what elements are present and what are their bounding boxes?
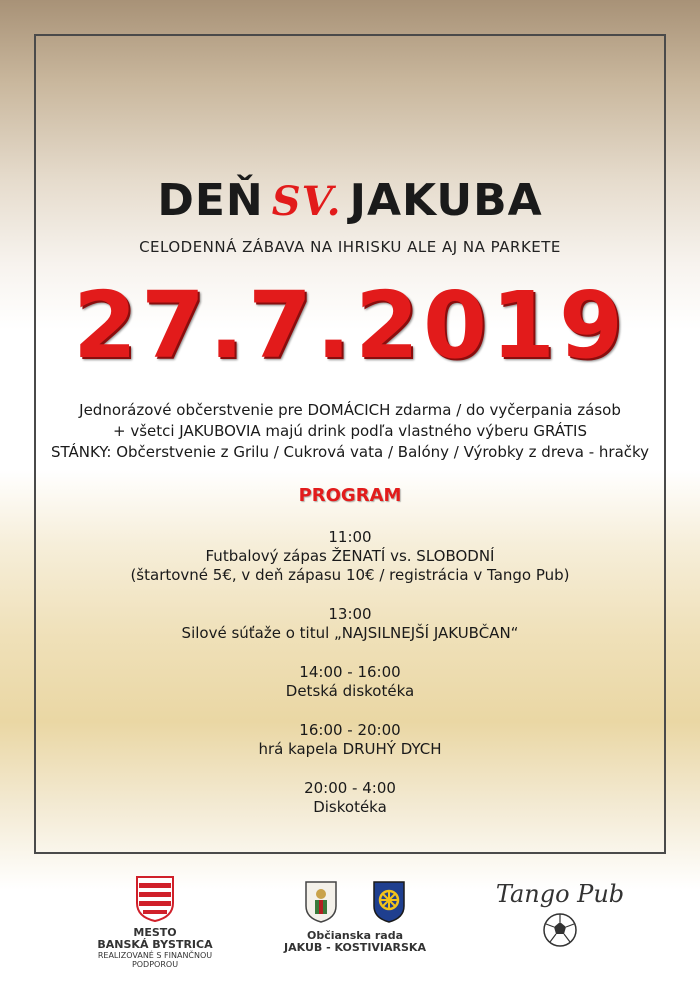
program-event (0, 663, 700, 701)
event-description: Silové súťaže o titul „NAJSILNEJŠÍ JAKUBČAN“ (181, 624, 519, 642)
event-time: 11:00 (328, 528, 372, 546)
obcianska-rada-logo (270, 880, 440, 954)
mesto-label: MESTO (133, 926, 177, 939)
program-list (0, 528, 700, 828)
saint-crest-icon (304, 880, 338, 924)
info-line: + všetci JAKUBOVIA majú drink podľa vlastného výberu GRÁTIS (112, 422, 588, 440)
event-note: (štartovné 5€, v deň zápasu 10€ / registrácia v Tango Pub) (130, 566, 570, 584)
event-description: Futbalový zápas ŽENATÍ vs. SLOBODNÍ (205, 547, 495, 565)
title-sv: SV. (271, 178, 342, 225)
coat-of-arms-icon (135, 875, 175, 923)
event-description: hrá kapela DRUHÝ DYCH (258, 740, 442, 758)
mesto-banska-bystrica-logo (90, 875, 220, 969)
football-icon (540, 910, 580, 950)
event-time: 20:00 - 4:00 (304, 779, 396, 797)
program-event (0, 605, 700, 643)
event-date: 27.7.2019 (73, 272, 627, 379)
poster-title (0, 175, 700, 226)
event-description: Diskotéka (313, 798, 387, 816)
mesto-support: REALIZOVANÉ S FINANČNOU (97, 951, 213, 960)
title-den: DEŇ (157, 175, 264, 226)
info-line: STÁNKY: Občerstvenie z Grilu / Cukrová vata / Balóny / Výrobky z dreva - hračky (50, 443, 650, 461)
title-jakuba: JAKUBA (349, 175, 543, 226)
program-event (0, 528, 700, 585)
rada-label: Občianska rada (306, 929, 404, 942)
wheel-crest-icon (372, 880, 406, 924)
info-line: Jednorázové občerstvenie pre DOMÁCICH zdarma / do vyčerpania zásob (79, 401, 621, 419)
event-time: 16:00 - 20:00 (299, 721, 401, 739)
program-event (0, 721, 700, 759)
program-event (0, 779, 700, 817)
rada-district: JAKUB - KOSTIVIARSKA (284, 941, 426, 954)
event-time: 13:00 (328, 605, 372, 623)
program-heading: PROGRAM (298, 485, 402, 506)
mesto-city: BANSKÁ BYSTRICA (97, 938, 213, 951)
mesto-support-2: PODPOROU (131, 960, 179, 969)
event-time: 14:00 - 16:00 (299, 663, 401, 681)
tango-pub-logo (490, 880, 630, 954)
poster-subtitle: CELODENNÁ ZÁBAVA NA IHRISKU ALE AJ NA PARKETE (139, 238, 561, 256)
info-block (0, 400, 700, 463)
tango-pub-name: Tango Pub (495, 880, 625, 908)
event-description: Detská diskotéka (285, 682, 415, 700)
